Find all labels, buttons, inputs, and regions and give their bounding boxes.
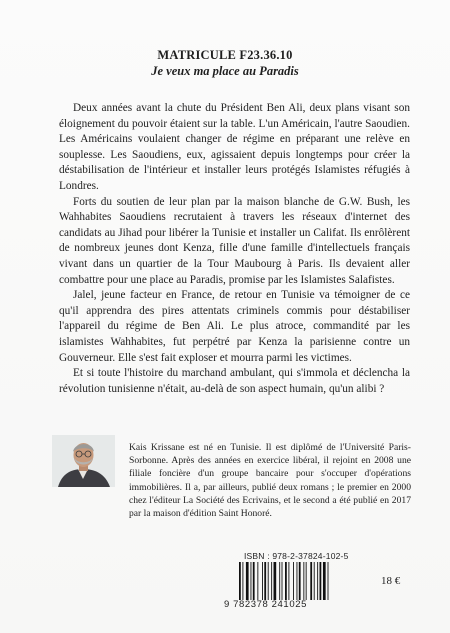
author-portrait-image — [52, 435, 115, 487]
book-code-title: MATRICULE F23.36.10 — [157, 48, 293, 62]
blurb-paragraph: Forts du soutien de leur plan par la maison blanche de G.W. Bush, les Wahhabites Saoudiens recrutaient à travers les réseaux d'internet des candidats au Jihad pour libérer la Tunisie et installer un Califat. Ils enrôlèrent de nombreux jeunes dont Kenza, fille d'une famille d'intellectuels français vivant dans un quartier de la Tour Maubourg à Paris. Ils devaient aller combattre pour une place au Paradis, promise par les Islamistes Salafistes. — [59, 195, 410, 286]
author-photo — [52, 435, 115, 487]
blurb-paragraph: Et si toute l'histoire du marchand ambulant, qui s'immola et déclencha la révolution tunisienne n'était, au-delà de son aspect humain, qu'un alibi ? — [59, 367, 410, 395]
author-bio: Kais Krissane est né en Tunisie. Il est diplômé de l'Université Paris-Sorbonne. Après des années en exercice libéral, il rejoint en 2008 une filiale foncière d'un groupe bancaire pour s'occuper d'opérations immobilières. Il a, par ailleurs, publié deux romans ; le premier en 2000 chez l'éditeur La Société des Ecrivains, et le second a été publié en 2017 par la maison d'édition Saint Honoré. — [129, 442, 411, 520]
blurb-paragraph: Jalel, jeune facteur en France, de retour en Tunisie va témoigner de ce qu'il apprendra des pires attentats criminels commis pour déstabiliser l'appareil du régime de Ben Ali. Le plus atroce, commandité par les islamistes Wahhabites, fut perpétré par Kenza la parisienne contre un Gouverneur. Elle s'est fait exploser et mourra parmi les victimes. — [59, 289, 410, 364]
title-block — [0, 47, 450, 79]
barcode-digits: 9 782378 241025 — [224, 599, 307, 610]
blurb-paragraph: Deux années avant la chute du Président Ben Ali, deux plans visant son éloignement du pouvoir étaient sur la table. L'un Américain, l'autre Saoudien. Les Américains voulaient changer de régime en préparant une relève en souplesse. Les Saoudiens, eux, agissaient depuis longtemps pour créer la déstabilisation de l'intérieur et installer leurs protégés Islamistes réfugiés à Londres. — [59, 102, 410, 192]
price: 18 € — [381, 575, 401, 587]
blurb — [59, 101, 410, 397]
barcode-image — [237, 562, 357, 600]
book-subtitle: Je veux ma place au Paradis — [151, 64, 299, 78]
isbn-label: ISBN : 978-2-37824-102-5 — [244, 551, 349, 561]
